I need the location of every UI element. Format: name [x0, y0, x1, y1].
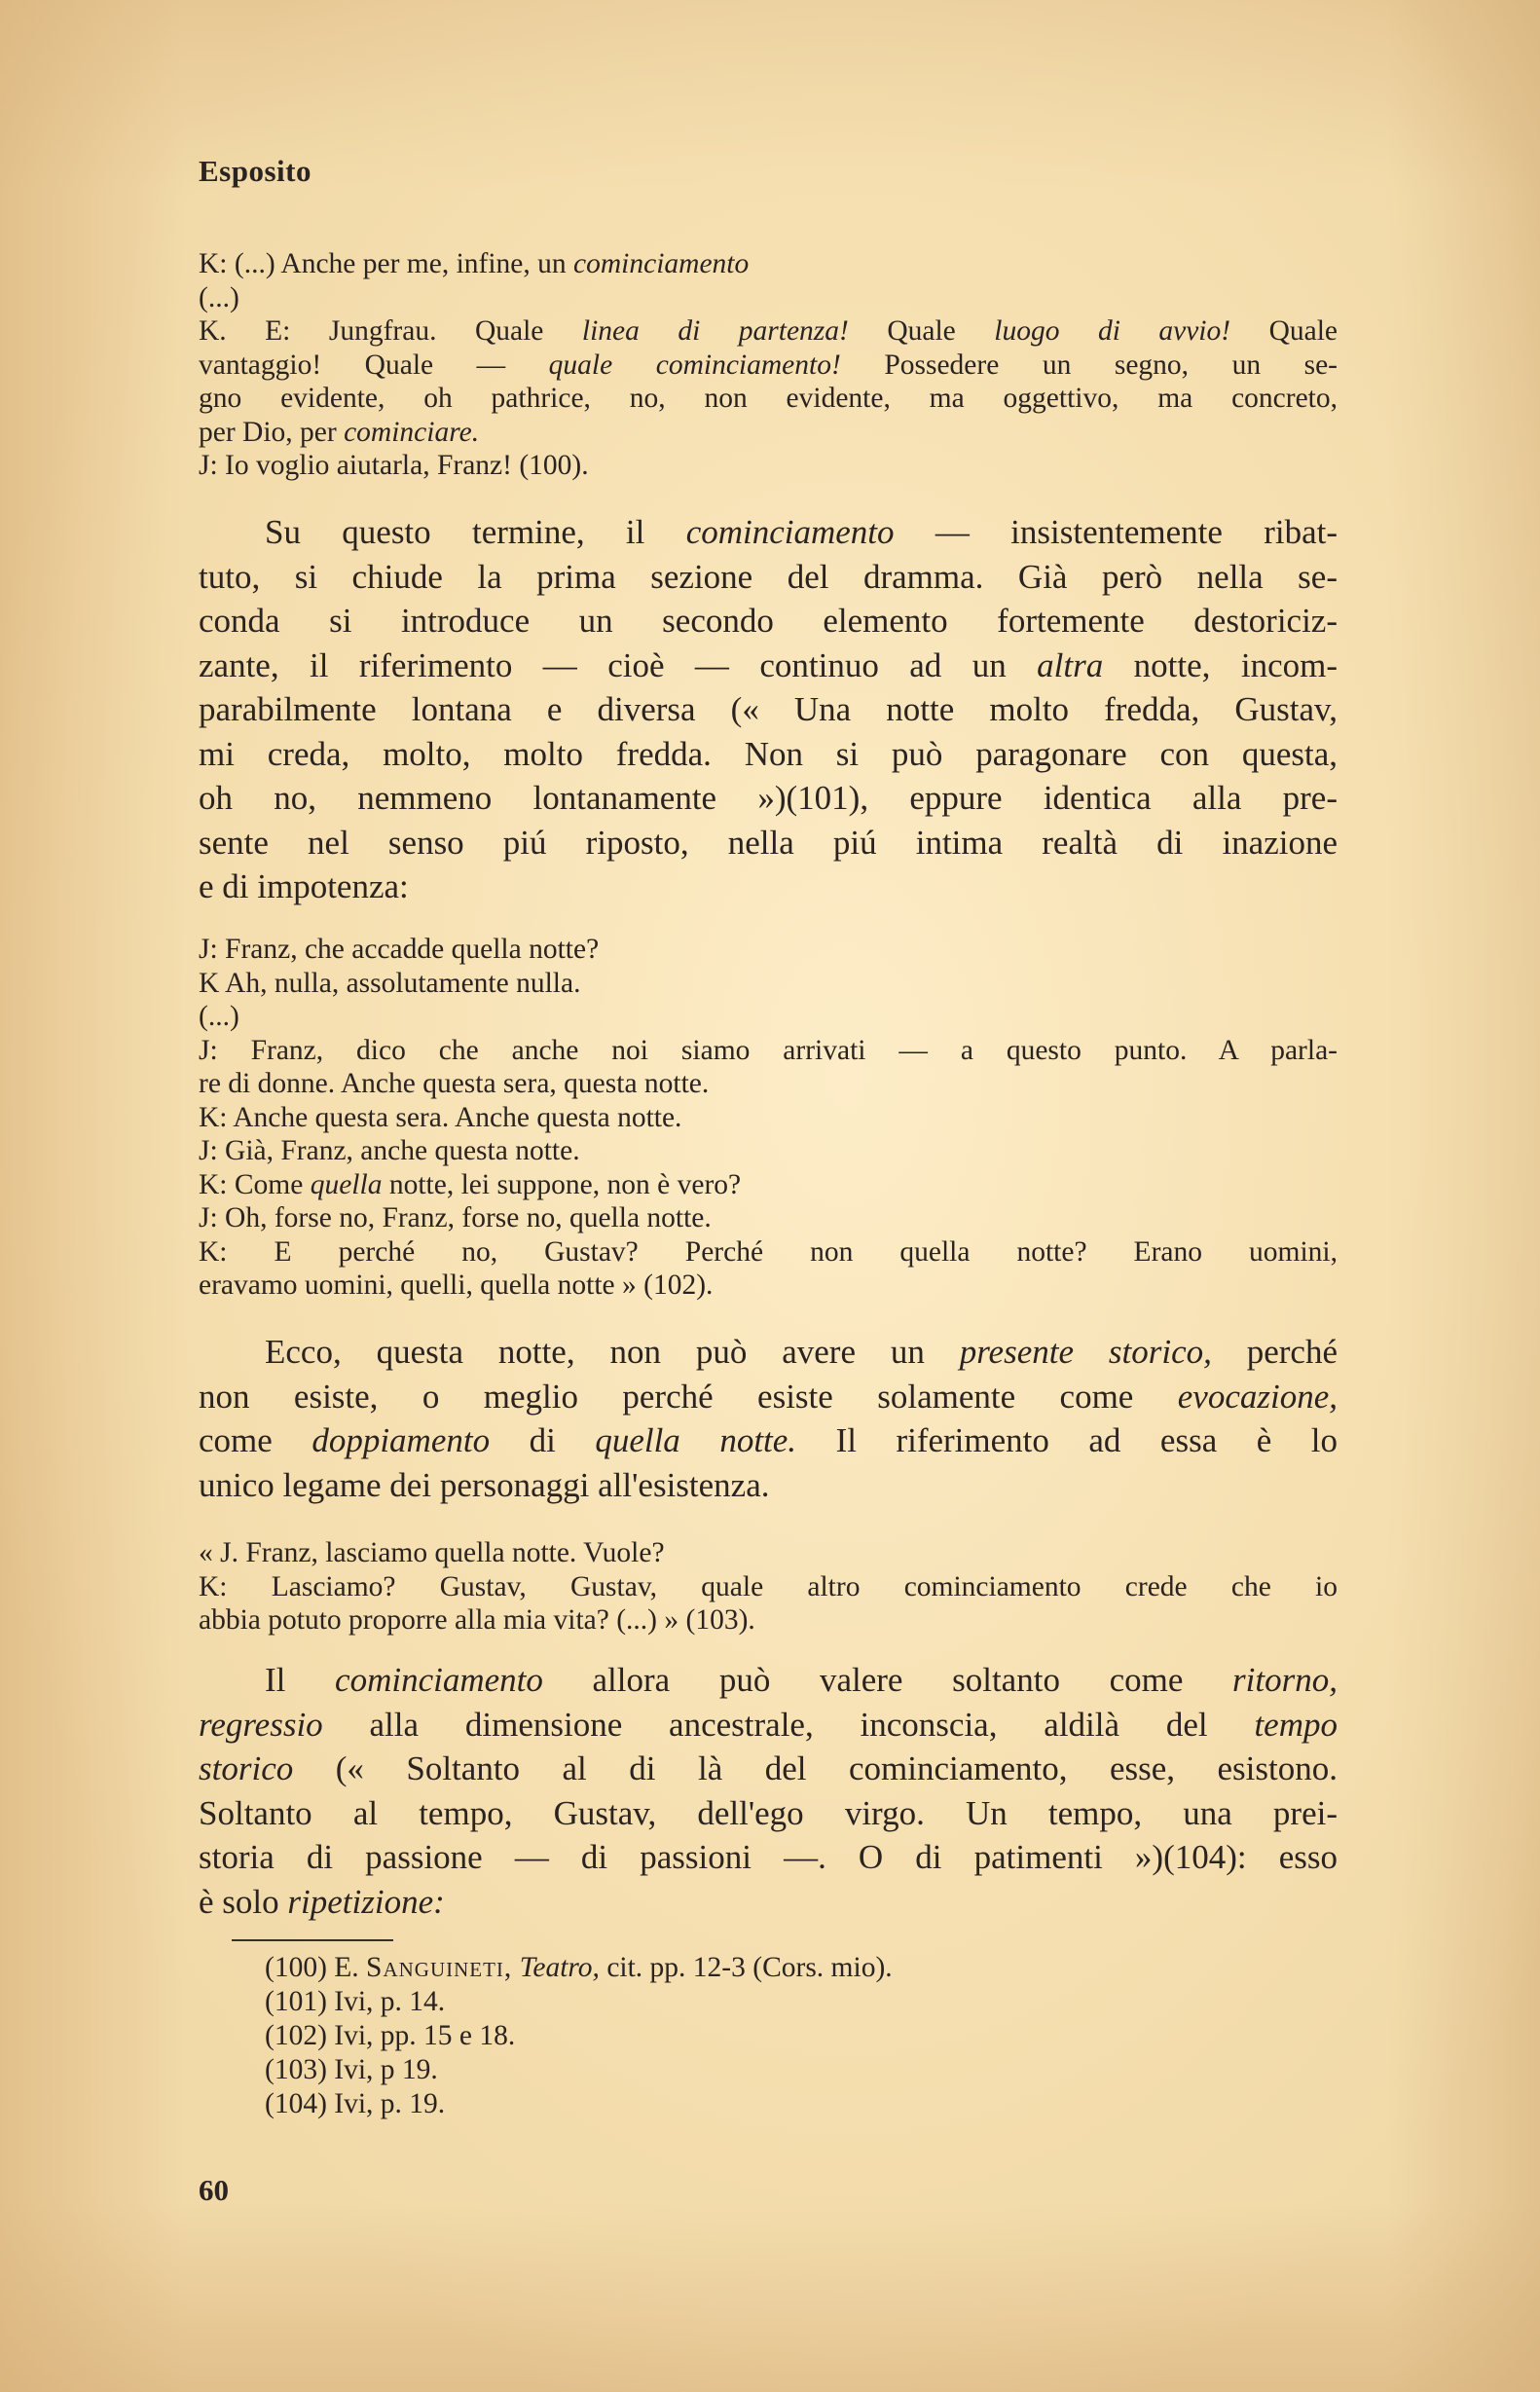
text-run: non esiste, o meglio perché esiste solamente come: [199, 1377, 1178, 1416]
text-run: re di donne. Anche questa sera, questa notte.: [199, 1068, 710, 1099]
text-line: [199, 1880, 1338, 1925]
text-run: (...): [199, 1001, 239, 1032]
footnote-divider: [232, 1939, 393, 1941]
text-run: (« Soltanto al di là del cominciamento, esse, esistono.: [293, 1749, 1338, 1787]
text-run: unico legame dei personaggi all'esistenza.: [199, 1465, 770, 1504]
text-run: alla dimensione ancestrale, inconscia, aldilà del: [322, 1705, 1255, 1744]
text-line: [199, 1375, 1338, 1419]
text-run: evocazione,: [1177, 1377, 1338, 1416]
text-run: e di impotenza:: [199, 867, 409, 905]
text-line: [199, 1570, 1338, 1604]
text-run: ritorno,: [1232, 1661, 1338, 1699]
text-line: [199, 1330, 1338, 1375]
text-run: Quale: [848, 315, 995, 347]
text-line: [199, 776, 1338, 821]
footnotes: [265, 1951, 893, 2121]
text-line: [199, 1067, 1338, 1101]
text-run: K. E: Jungfrau. Quale: [199, 315, 582, 347]
text-line: [265, 1951, 893, 1985]
text-run: cominciamento: [573, 248, 750, 279]
text-run: J: Franz, che accadde quella notte?: [199, 934, 600, 965]
text-run: (101) Ivi, p. 14.: [265, 1986, 446, 2017]
text-run: altra: [1037, 645, 1104, 684]
text-run: Soltanto al tempo, Gustav, dell'ego virgo. Un tempo, una prei-: [199, 1793, 1338, 1832]
text-run: come: [199, 1421, 312, 1459]
page-number: 60: [199, 2173, 229, 2207]
text-run: eravamo uomini, quelli, quella notte » (102).: [199, 1270, 714, 1301]
text-run: zante, il riferimento — cioè — continuo ad un: [199, 645, 1038, 684]
text-line: [199, 687, 1338, 732]
text-run: conda si introduce un secondo elemento fortemente destoriciz-: [199, 602, 1338, 640]
text-run: è solo: [199, 1882, 288, 1921]
text-line: [199, 1418, 1338, 1463]
text-run: J: Io voglio aiutarla, Franz! (100).: [199, 450, 589, 481]
text-run: quella notte.: [595, 1421, 797, 1459]
text-line: [199, 1134, 1338, 1168]
text-line: [199, 1658, 1338, 1703]
text-line: [199, 555, 1338, 600]
text-line: [199, 314, 1338, 349]
text-run: Sanguineti,: [366, 1952, 513, 1983]
text-run: vantaggio! Quale —: [199, 349, 549, 381]
text-run: Il: [265, 1661, 336, 1699]
text-run: « J. Franz, lasciamo quella notte. Vuole?: [199, 1537, 665, 1568]
dialogue-quote-3: [199, 1536, 1338, 1638]
text-run: Il riferimento ad essa è lo: [796, 1421, 1338, 1459]
text-line: [199, 933, 1338, 967]
text-line: [199, 865, 1338, 909]
text-line: [199, 1603, 1338, 1638]
text-run: quale cominciamento!: [548, 349, 841, 381]
text-run: regressio: [199, 1705, 323, 1744]
text-run: J: Già, Franz, anche questa notte.: [199, 1135, 580, 1166]
text-run: notte, incom-: [1103, 645, 1338, 684]
running-header: Esposito: [199, 154, 312, 188]
dialogue-quote-2: [199, 933, 1338, 1303]
text-run: allora può valere soltanto come: [542, 1661, 1233, 1699]
text-line: [199, 449, 1338, 483]
text-run: cominciamento: [685, 513, 895, 551]
text-run: Ecco, questa notte, non può avere un: [265, 1333, 960, 1371]
text-run: ripetizione:: [287, 1882, 445, 1921]
text-run: (...): [199, 281, 239, 313]
text-run: sente nel senso piú riposto, nella piú intima realtà di inazione: [199, 823, 1338, 862]
text-run: di: [490, 1421, 596, 1459]
text-line: [199, 821, 1338, 865]
text-run: per Dio, per: [199, 416, 345, 448]
text-line: [199, 1463, 1338, 1508]
text-line: [265, 2087, 893, 2121]
text-run: quella: [310, 1168, 383, 1200]
text-run: J: Franz, dico che anche noi siamo arrivati — a questo punto. A parla-: [199, 1034, 1338, 1066]
text-run: tuto, si chiude la prima sezione del dramma. Già però nella se-: [199, 557, 1338, 596]
text-line: [199, 349, 1338, 383]
text-line: [199, 1168, 1338, 1202]
text-line: [199, 281, 1338, 315]
text-run: (100) E.: [265, 1952, 367, 1983]
text-line: [265, 1985, 893, 2019]
text-run: luogo di avvio!: [994, 315, 1231, 347]
text-run: Possedere un segno, un se-: [840, 349, 1338, 381]
text-line: [199, 1269, 1338, 1303]
text-run: doppiamento: [312, 1421, 491, 1459]
text-line: [199, 732, 1338, 777]
text-run: Quale: [1230, 315, 1338, 347]
text-run: — insistentemente ribat-: [894, 513, 1338, 551]
dialogue-quote-1: [199, 247, 1338, 483]
paragraph-3: [199, 1658, 1338, 1924]
text-run: K Ah, nulla, assolutamente nulla.: [199, 967, 581, 999]
text-run: K: Come: [199, 1168, 311, 1200]
text-run: (103) Ivi, p 19.: [265, 2054, 438, 2085]
text-run: cit. pp. 12-3 (Cors. mio).: [599, 1952, 893, 1983]
text-line: [199, 1747, 1338, 1791]
text-run: tempo: [1254, 1705, 1338, 1744]
text-run: cominciare.: [344, 416, 480, 448]
text-line: [199, 382, 1338, 416]
text-run: abbia potuto proporre alla mia vita? (...) » (103).: [199, 1604, 755, 1636]
text-run: K: (...) Anche per me, infine, un: [199, 248, 574, 279]
text-run: perché: [1211, 1333, 1338, 1371]
text-run: storia di passione — di passioni —. O di patimenti »)(104): esso: [199, 1838, 1338, 1876]
text-line: [199, 416, 1338, 450]
text-line: [199, 644, 1338, 688]
text-run: K: Lasciamo? Gustav, Gustav, quale altro cominciamento crede che io: [199, 1570, 1338, 1602]
text-run: storico: [199, 1749, 294, 1787]
text-line: [199, 1034, 1338, 1068]
text-run: gno evidente, oh pathrice, no, non evidente, ma oggettivo, ma concreto,: [199, 383, 1338, 414]
text-line: [265, 2053, 893, 2087]
text-line: [199, 599, 1338, 644]
paragraph-1: [199, 510, 1338, 909]
text-run: Teatro,: [519, 1952, 600, 1983]
text-run: (102) Ivi, pp. 15 e 18.: [265, 2020, 516, 2051]
text-line: [199, 247, 1338, 281]
text-run: [512, 1952, 519, 1983]
text-run: K: Anche questa sera. Anche questa notte.: [199, 1101, 682, 1133]
text-run: parabilmente lontana e diversa (« Una notte molto fredda, Gustav,: [199, 690, 1338, 728]
text-run: presente storico,: [959, 1333, 1212, 1371]
text-run: linea di partenza!: [581, 315, 849, 347]
text-run: J: Oh, forse no, Franz, forse no, quella notte.: [199, 1202, 712, 1233]
text-run: (104) Ivi, p. 19.: [265, 2088, 446, 2119]
text-line: [199, 1703, 1338, 1748]
text-run: cominciamento: [335, 1661, 543, 1699]
text-line: [199, 1101, 1338, 1135]
text-run: oh no, nemmeno lontanamente »)(101), eppure identica alla pre-: [199, 779, 1338, 817]
text-line: [199, 1235, 1338, 1270]
text-line: [199, 967, 1338, 1001]
text-run: Su questo termine, il: [265, 513, 686, 551]
text-line: [199, 1536, 1338, 1570]
text-line: [199, 1201, 1338, 1235]
paragraph-2: [199, 1330, 1338, 1507]
text-line: [199, 1791, 1338, 1836]
text-line: [199, 1835, 1338, 1880]
text-line: [199, 1000, 1338, 1034]
text-run: mi creda, molto, molto fredda. Non si può paragonare con questa,: [199, 734, 1338, 773]
text-run: K: E perché no, Gustav? Perché non quella notte? Erano uomini,: [199, 1235, 1338, 1268]
text-line: [265, 2019, 893, 2053]
text-line: [199, 510, 1338, 555]
text-run: notte, lei suppone, non è vero?: [382, 1168, 742, 1200]
